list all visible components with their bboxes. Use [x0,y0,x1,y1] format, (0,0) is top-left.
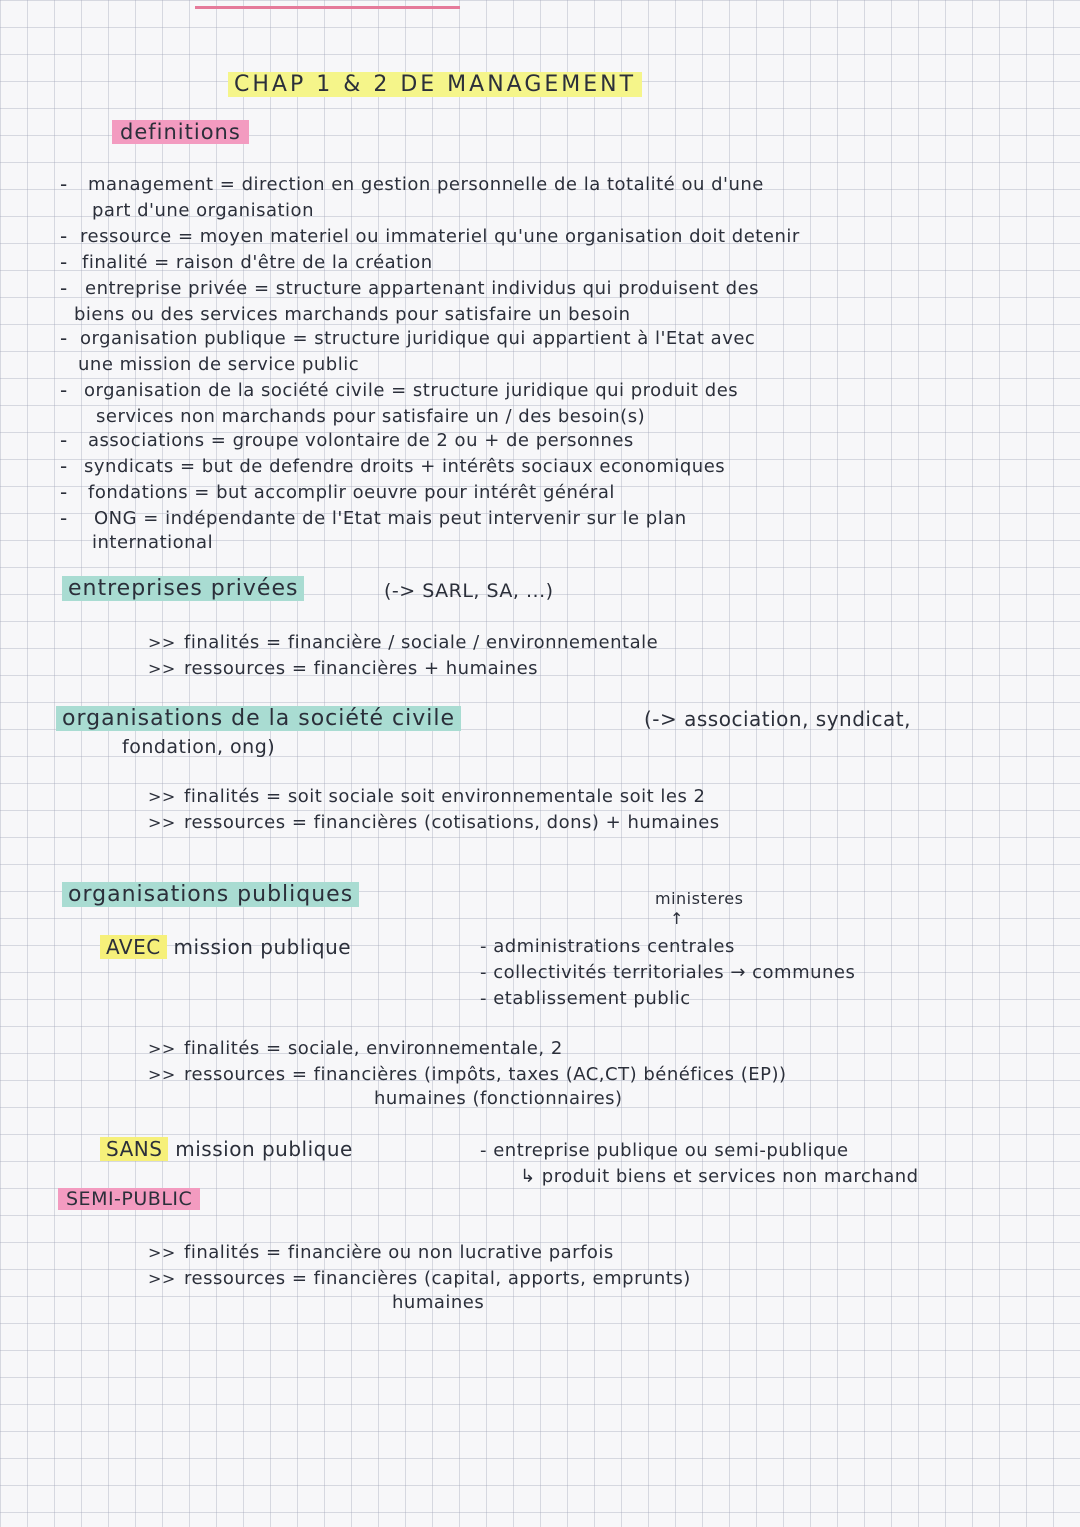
bullet-dash: - [60,276,68,300]
civil-heading: organisations de la société civile [56,706,461,731]
public-heading: organisations publiques [62,882,359,907]
definition-societe-civile-cont: services non marchands pour satisfaire un / des besoin(s) [96,406,646,427]
bullet-dash: - [60,326,68,350]
semi-finalites: >> finalités = financière ou non lucrative parfois [148,1242,614,1263]
bullet-dash: - [60,224,68,248]
civil-ressources: >> ressources = financières (cotisations, dons) + humaines [148,812,720,833]
bullet-dash: - [60,250,68,274]
private-heading: entreprises privées [62,576,304,601]
definition-fondations: fondations = but accomplir oeuvre pour intérêt général [88,482,615,503]
definition-ressource: ressource = moyen materiel ou immateriel qu'une organisation doit detenir [80,226,800,247]
private-ressources: >> ressources = financières + humaines [148,658,539,679]
civil-finalites: >> finalités = soit sociale soit environnementale soit les 2 [148,786,706,807]
civil-note-cont: fondation, ong) [122,736,276,758]
definition-entreprise-privee: entreprise privée = structure appartenant individus qui produisent des [85,278,760,299]
semi-ressources: >> ressources = financières (capital, apports, emprunts) [148,1268,691,1289]
definition-organisation-publique: organisation publique = structure juridique qui appartient à l'Etat avec [80,328,756,349]
bullet-dash: - [60,480,68,504]
public-sans: SANS mission publique [100,1136,353,1162]
private-note: (-> SARL, SA, ...) [384,580,554,602]
private-finalites: >> finalités = financière / sociale / environnementale [148,632,659,653]
definitions-heading: definitions [112,120,249,144]
public-avec: AVEC mission publique [100,934,351,960]
definition-ong-cont: international [92,532,214,553]
definition-associations: associations = groupe volontaire de 2 ou + de personnes [88,430,634,451]
public-finalites: >> finalités = sociale, environnementale, 2 [148,1038,563,1059]
ministeres-label: ministeres [655,889,744,908]
public-ressources: >> ressources = financières (impôts, taxes (AC,CT) bénéfices (EP)) [148,1064,787,1085]
civil-note: (-> association, syndicat, [644,707,911,731]
bullet-dash: - [60,428,68,452]
definition-organisation-publique-cont: une mission de service public [78,354,360,375]
public-ressources-cont: humaines (fonctionnaires) [374,1088,623,1109]
definition-societe-civile: organisation de la société civile = structure juridique qui produit des [84,380,739,401]
public-sans-desc: - entreprise publique ou semi-publique [480,1140,849,1161]
definition-syndicats: syndicats = but de defendre droits + intérêts sociaux economiques [84,456,726,477]
public-sans-desc-cont: ↳ produit biens et services non marchand [520,1166,919,1187]
definition-finalite: finalité = raison d'être de la création [82,252,433,273]
public-list-item: - etablissement public [480,988,691,1009]
page-title: CHAP 1 & 2 DE MANAGEMENT [228,72,642,97]
definition-management: management = direction en gestion personnelle de la totalité ou d'une [88,174,764,195]
definition-ong: ONG = indépendante de l'Etat mais peut intervenir sur le plan [94,508,687,529]
up-arrow-icon: ↑ [670,909,684,928]
definition-entreprise-privee-cont: biens ou des services marchands pour satisfaire un besoin [74,304,631,325]
bullet-dash: - [60,172,68,196]
top-margin-line [195,6,460,9]
public-list-item: - collectivités territoriales → communes [480,962,856,983]
semi-public-heading: SEMI-PUBLIC [58,1186,200,1212]
definition-management-cont: part d'une organisation [92,200,314,221]
bullet-dash: - [60,506,68,530]
bullet-dash: - [60,454,68,478]
public-list-item: - administrations centrales [480,936,735,957]
semi-ressources-cont: humaines [392,1292,485,1313]
bullet-dash: - [60,378,68,402]
